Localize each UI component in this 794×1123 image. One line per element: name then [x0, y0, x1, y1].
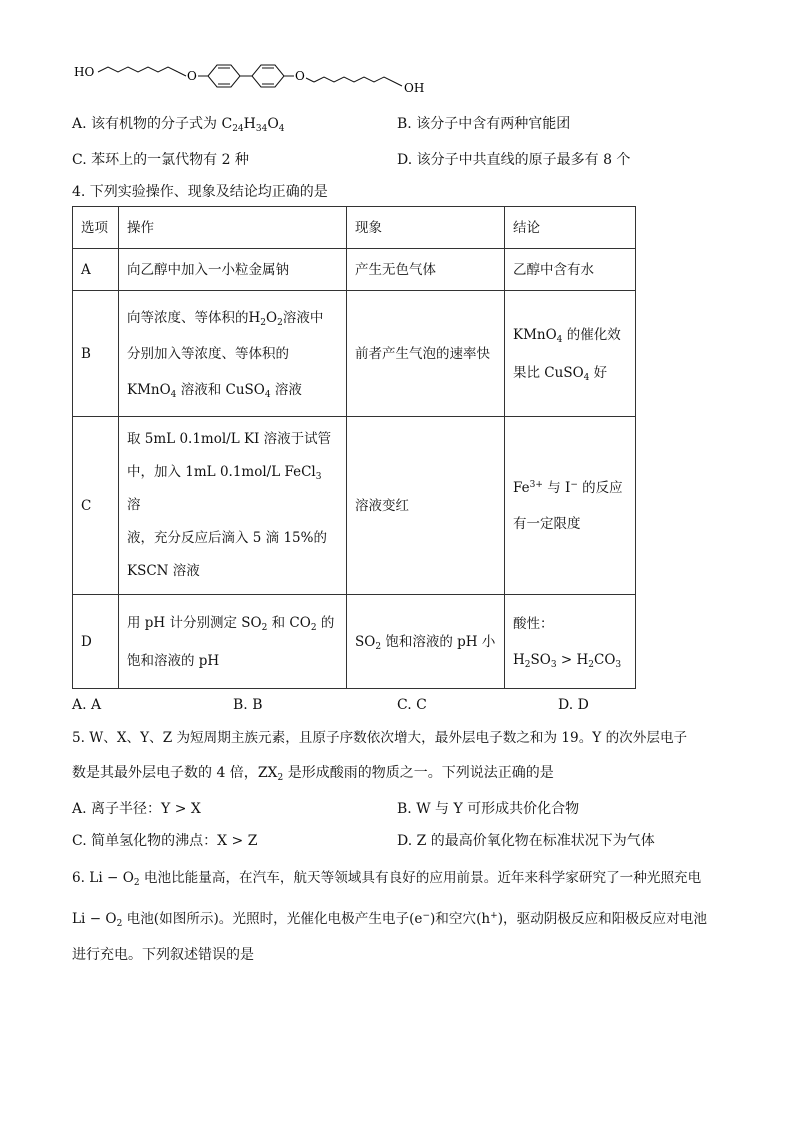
q4-stem: 4. 下列实验操作、现象及结论均正确的是	[72, 184, 328, 200]
q5-option-d: D. Z 的最高价氧化物在标准状况下为气体	[397, 833, 655, 849]
row-a-conclusion: 乙醇中含有水	[505, 249, 636, 291]
q3-option-b: B. 该分子中含有两种官能团	[397, 116, 571, 132]
row-d-operation: 用 pH 计分别测定 $SO_2$ 和 $CO_2$ 的 饱和溶液的 pH	[119, 595, 347, 689]
structural-formula	[70, 50, 430, 100]
q4-answer-b: B. B	[233, 697, 263, 713]
table-row	[73, 595, 636, 689]
row-b-phenomenon: 前者产生气泡的速率快	[347, 291, 505, 417]
q5-option-a: A. 离子半径：Y > X	[72, 801, 201, 817]
ho-label: HO	[74, 65, 95, 79]
header-option: 选项	[73, 207, 119, 249]
header-operation: 操作	[119, 207, 347, 249]
o-left-label: O	[187, 69, 197, 83]
header-conclusion: 结论	[505, 207, 636, 249]
q5-stem-line2: 数是其最外层电子数的 4 倍，$ZX_2$ 是形成酸雨的物质之一。下列说法正确的是	[72, 765, 554, 783]
q5-option-c: C. 简单氢化物的沸点：X > Z	[72, 833, 258, 849]
q4-answer-a: A. A	[72, 697, 102, 713]
table-row	[73, 291, 636, 417]
row-d-phenomenon: $SO_2$ 饱和溶液的 pH 小	[347, 595, 505, 689]
q3-option-c: C. 苯环上的一氯代物有 2 种	[72, 152, 249, 168]
experiment-table	[72, 206, 636, 689]
row-c-phenomenon: 溶液变红	[347, 417, 505, 595]
row-c-operation: 取 5mL 0.1mol/L KI 溶液于试管 中，加入 1mL 0.1mol/L FeCl$_3$ 溶 液，充分反应后滴入 5 滴 15%的 KSCN 溶液	[119, 417, 347, 595]
row-d-conclusion: 酸性： $H_2SO_3 > H_2CO_3$	[505, 595, 636, 689]
q5-option-b: B. W 与 Y 可形成共价化合物	[397, 801, 580, 817]
row-d-option: D	[73, 595, 119, 689]
q6-stem-line1: 6. $Li - O_2$ 电池比能量高，在汽车，航天等领域具有良好的应用前景。近年来科学家研究了一种光照充电	[72, 870, 702, 888]
q6-stem-line3: 进行充电。下列叙述错误的是	[72, 947, 254, 963]
oh-label: OH	[404, 81, 425, 95]
row-a-option: A	[73, 249, 119, 291]
o-right-label: O	[295, 69, 305, 83]
q5-stem-line1: 5. W、X、Y、Z 为短周期主族元素，且原子序数依次增大，最外层电子数之和为 19。Y 的次外层电子	[72, 730, 688, 746]
header-phenomenon: 现象	[347, 207, 505, 249]
row-a-operation: 向乙醇中加入一小粒金属钠	[119, 249, 347, 291]
q6-stem-line2: $Li - O_2$ 电池(如图所示)。光照时，光催化电极产生电子(e−)和空穴(h+)，驱动阴极反应和阳极反应对电池	[72, 911, 707, 929]
row-c-option: C	[73, 417, 119, 595]
row-b-conclusion: KMnO$_4$ 的催化效 果比 CuSO$_4$ 好	[505, 291, 636, 417]
row-a-phenomenon: 产生无色气体	[347, 249, 505, 291]
row-b-option: B	[73, 291, 119, 417]
q3-option-d: D. 该分子中共直线的原子最多有 8 个	[397, 152, 631, 168]
row-c-conclusion: $Fe^{3+}$ 与 I− 的反应 有一定限度	[505, 417, 636, 595]
q4-answer-d: D. D	[558, 697, 589, 713]
q4-answer-c: C. C	[397, 697, 427, 713]
table-header-row	[73, 207, 636, 249]
table-row	[73, 417, 636, 595]
table-row	[73, 249, 636, 291]
q3-option-a: A. 该有机物的分子式为 $C_{24}H_{34}O_4$	[72, 116, 285, 134]
row-b-operation: 向等浓度、等体积的$H_2O_2$溶液中 分别加入等浓度、等体积的 KMnO$_4$ 溶液和 CuSO$_4$ 溶液	[119, 291, 347, 417]
